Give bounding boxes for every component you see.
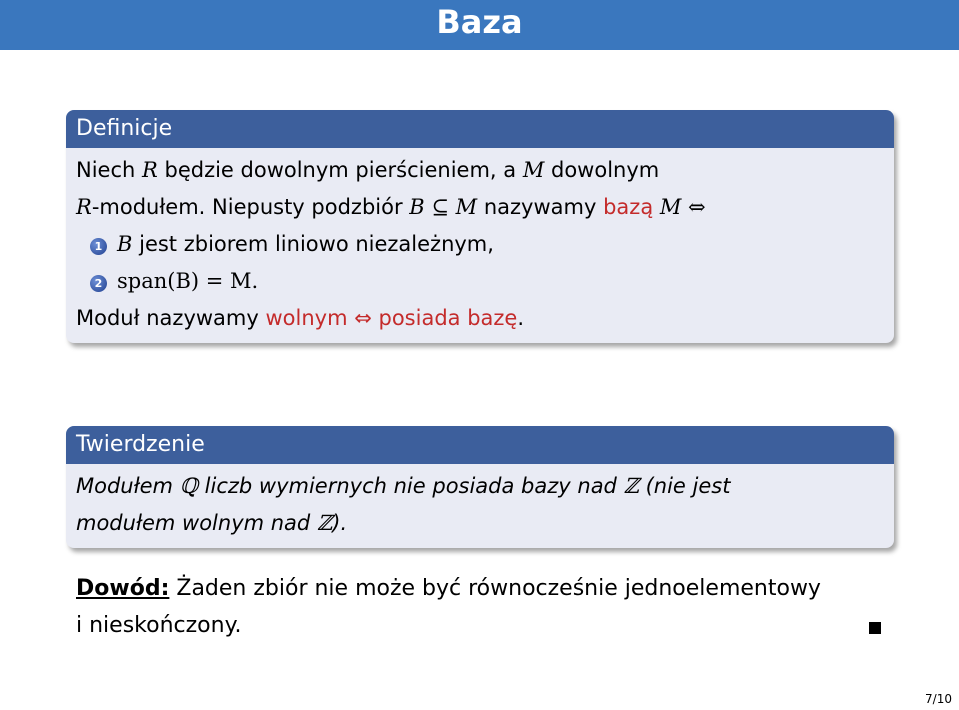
math-M: M <box>455 195 478 219</box>
text: (nie jest <box>638 474 731 498</box>
math-Q: ℚ <box>179 474 198 498</box>
qed-square-icon <box>869 622 881 634</box>
text: jest zbiorem liniowo niezależnym, <box>132 232 494 256</box>
text: Moduł nazywamy <box>76 306 266 330</box>
text: -modułem. Niepusty podzbiór <box>91 195 410 219</box>
theorem-header: Twierdzenie <box>66 426 894 464</box>
text: . <box>517 306 525 330</box>
definition-header: Definicje <box>66 110 894 148</box>
text: Żaden zbiór nie może być równocześnie jednoelementowy <box>169 576 821 601</box>
text: Niech <box>76 158 142 182</box>
proof-label: Dowód: <box>76 576 170 601</box>
iff-symbol: ⇔ <box>347 306 379 330</box>
math-B: B <box>117 232 133 256</box>
term-baza: bazą <box>603 195 654 219</box>
math-B: B <box>409 195 425 219</box>
proof <box>76 570 896 644</box>
theorem-block <box>66 426 894 548</box>
slide-title-bar <box>0 0 959 50</box>
definition-block <box>66 110 894 343</box>
text: nazywamy <box>477 195 604 219</box>
math-R: R <box>76 195 92 219</box>
enum-ball-icon: 1 <box>90 238 107 255</box>
text: będzie dowolnym pierścieniem, a <box>157 158 523 182</box>
math-Z: ℤ <box>316 511 333 535</box>
proof-line-1 <box>76 570 896 607</box>
definition-body <box>66 148 894 343</box>
text: ). <box>332 511 348 535</box>
theorem-line-2 <box>76 505 882 542</box>
slide-title: Baza <box>436 3 523 41</box>
text: liczb wymiernych nie posiada bazy nad <box>197 474 624 498</box>
definition-line-5 <box>76 300 882 337</box>
enum-item-1 <box>76 226 882 263</box>
enum-ball-icon: 2 <box>90 275 107 292</box>
math-span: span(B) = M. <box>117 269 259 293</box>
page-number: 7/10 <box>925 692 952 706</box>
math-Z: ℤ <box>623 474 639 498</box>
math-M: M <box>522 158 545 182</box>
math-R: R <box>142 158 158 182</box>
definition-line-2 <box>76 189 882 226</box>
proof-line-2: i nieskończony. <box>76 613 242 638</box>
theorem-body <box>66 464 894 548</box>
theorem-line-1 <box>76 468 882 505</box>
text: modułem wolnym nad <box>76 511 317 535</box>
enum-item-2 <box>76 263 882 300</box>
term-wolnym: wolnym <box>265 306 348 330</box>
text: dowolnym <box>544 158 660 182</box>
text: Modułem <box>76 474 180 498</box>
iff-symbol: ⇔ <box>681 195 706 219</box>
math-M: M <box>653 195 682 219</box>
term-posiada-baze: posiada bazę <box>378 306 518 330</box>
definition-line-1 <box>76 152 882 189</box>
subset-symbol: ⊆ <box>424 195 456 219</box>
